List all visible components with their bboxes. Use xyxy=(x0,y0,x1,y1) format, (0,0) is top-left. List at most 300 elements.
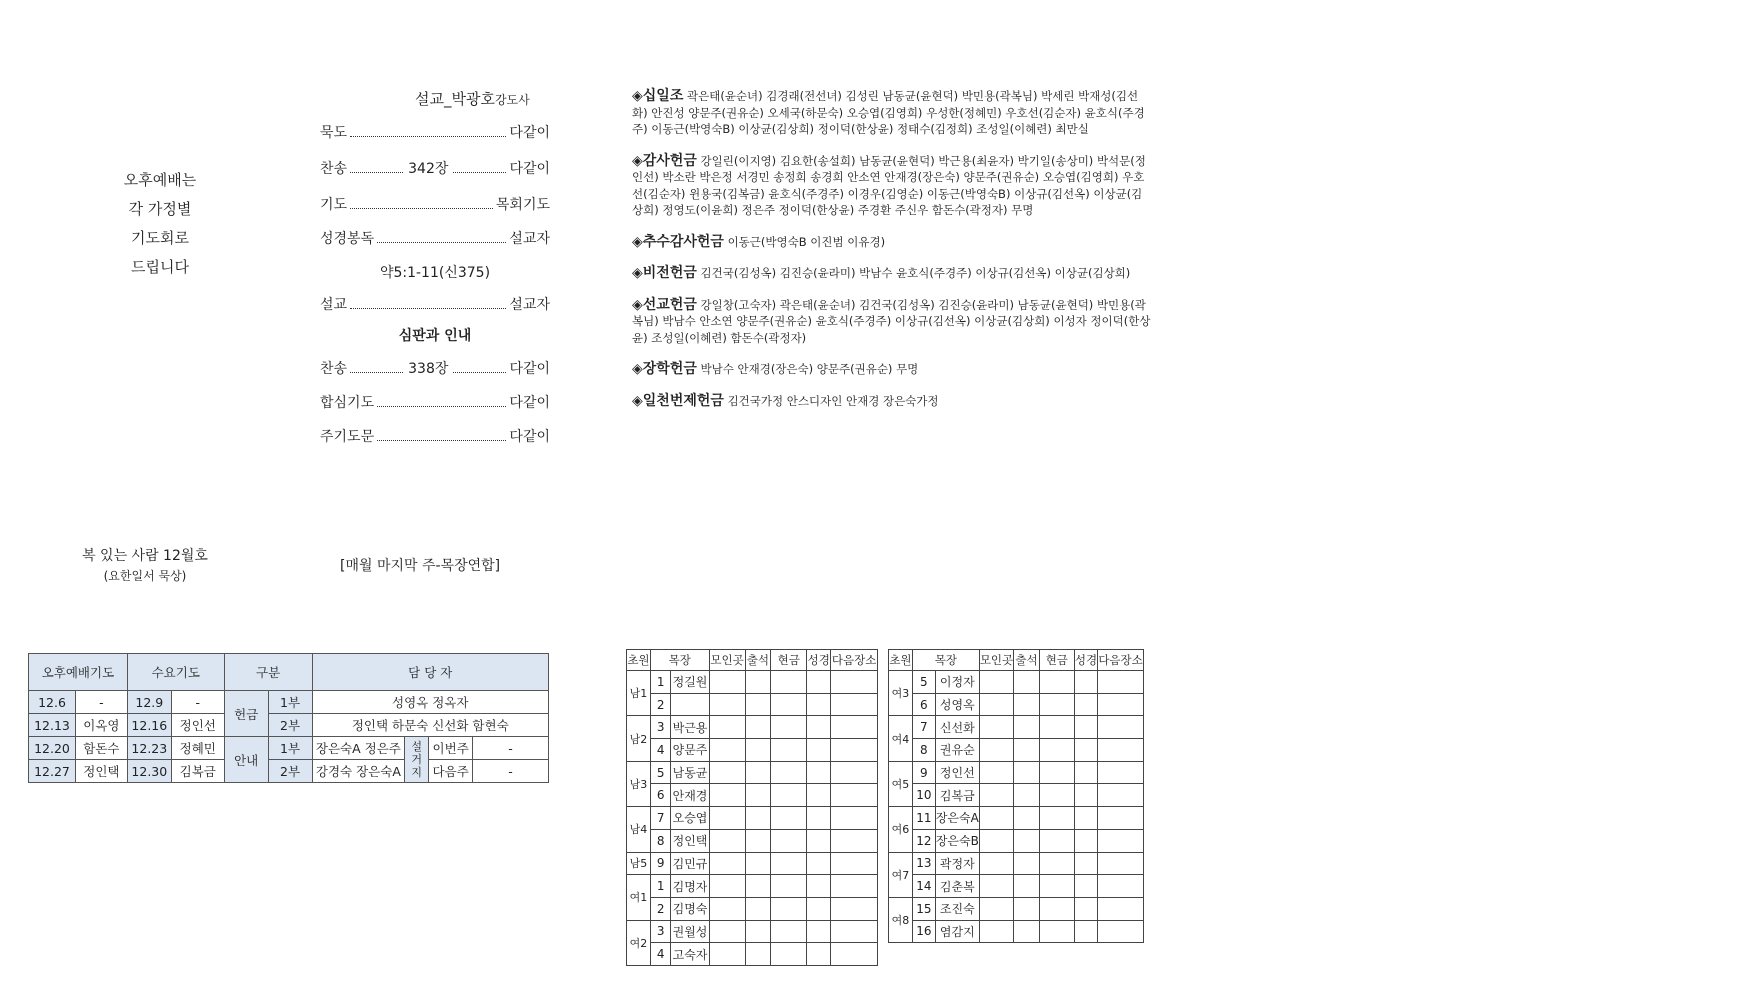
duty-part: 2부 xyxy=(268,714,312,737)
attendance-cell[interactable] xyxy=(807,739,831,762)
attendance-leader: 오승엽 xyxy=(671,807,709,830)
attendance-group: 남5 xyxy=(627,852,651,875)
offering-names: 곽은태(윤순녀) 김경래(전선녀) 김성린 남동균(윤현덕) 박민용(곽복님) 박세린 박재성(김선화) 안진성 양문주(권유순) 오세국(하문숙) 오승엽(김영희) 우성한(정혜민) 우호선(김순자) 윤호식(주경주) 이동근(박영숙B) 이상균(김상희) 정이덕(한상윤) 정태수(김정희) 조성일(이혜련) 최만실 xyxy=(632,89,1145,136)
attendance-leader: 김춘복 xyxy=(935,875,979,898)
attendance-row xyxy=(627,852,878,875)
attendance-cell[interactable] xyxy=(1074,829,1097,852)
attendance-cell[interactable] xyxy=(1014,739,1040,762)
order-leader: 다같이 xyxy=(509,361,551,377)
attendance-cell[interactable] xyxy=(1014,671,1040,694)
order-item xyxy=(320,358,550,378)
scripture-reference: 약5:1-11(신375) xyxy=(379,265,491,281)
attendance-cell[interactable] xyxy=(1074,671,1097,694)
duty-assignee: 정인택 하문숙 신선화 함현숙 xyxy=(312,714,549,737)
order-leader: 다같이 xyxy=(509,161,551,177)
attendance-cell[interactable] xyxy=(1098,875,1144,898)
attendance-cell[interactable] xyxy=(807,852,831,875)
attendance-leader: 이정자 xyxy=(935,671,979,694)
attendance-cell[interactable] xyxy=(745,739,771,762)
attendance-number: 8 xyxy=(650,829,671,852)
attendance-row xyxy=(889,671,1144,694)
attendance-cell[interactable] xyxy=(1074,761,1097,784)
attendance-leader: 정인선 xyxy=(935,761,979,784)
attendance-cell[interactable] xyxy=(1039,671,1074,694)
order-item xyxy=(320,294,550,314)
attendance-cell[interactable] xyxy=(1074,807,1097,830)
attendance-cell[interactable] xyxy=(1098,897,1144,920)
attendance-group: 여7 xyxy=(889,852,913,897)
order-label: 찬송 xyxy=(320,361,348,377)
attendance-row xyxy=(627,920,878,943)
duty-date: 12.20 xyxy=(29,737,76,760)
attendance-cell[interactable] xyxy=(745,761,771,784)
attendance-cell[interactable] xyxy=(807,716,831,739)
duty-header: 구분 xyxy=(224,654,312,691)
afternoon-note-line: 오후예배는 xyxy=(123,171,197,189)
attendance-cell[interactable] xyxy=(1014,784,1040,807)
attendance-number: 2 xyxy=(650,897,671,920)
attendance-number: 9 xyxy=(650,852,671,875)
attendance-cell[interactable] xyxy=(771,943,807,966)
monthly-title: 복 있는 사람 12월호 xyxy=(82,548,208,564)
attendance-cell[interactable] xyxy=(1098,920,1144,943)
attendance-cell[interactable] xyxy=(709,716,745,739)
attendance-cell[interactable] xyxy=(831,807,878,830)
attendance-cell[interactable] xyxy=(807,829,831,852)
attendance-row xyxy=(889,829,1144,852)
duty-date: 12.27 xyxy=(29,760,76,783)
attendance-cell[interactable] xyxy=(709,920,745,943)
attendance-number: 5 xyxy=(650,761,671,784)
attendance-cell[interactable] xyxy=(709,761,745,784)
attendance-cell[interactable] xyxy=(831,897,878,920)
duty-person: 김복금 xyxy=(171,760,224,783)
attendance-number: 3 xyxy=(650,716,671,739)
attendance-cell[interactable] xyxy=(1014,693,1040,716)
attendance-cell[interactable] xyxy=(1074,875,1097,898)
order-item xyxy=(320,158,550,178)
attendance-row xyxy=(889,875,1144,898)
order-label: 주기도문 xyxy=(320,429,375,445)
attendance-cell[interactable] xyxy=(1014,897,1040,920)
attendance-cell[interactable] xyxy=(745,943,771,966)
attendance-leader: 조진숙 xyxy=(935,897,979,920)
attendance-cell[interactable] xyxy=(807,943,831,966)
attendance-header: 목장 xyxy=(912,650,979,671)
attendance-cell[interactable] xyxy=(1098,829,1144,852)
attendance-cell[interactable] xyxy=(1098,852,1144,875)
order-label: 설교 xyxy=(320,297,348,313)
attendance-cell[interactable] xyxy=(1014,852,1040,875)
attendance-cell[interactable] xyxy=(709,852,745,875)
attendance-header: 초원 xyxy=(889,650,913,671)
attendance-leader: 신선화 xyxy=(935,716,979,739)
attendance-group: 여5 xyxy=(889,761,913,806)
attendance-row xyxy=(627,761,878,784)
attendance-header: 목장 xyxy=(650,650,709,671)
attendance-cell[interactable] xyxy=(745,716,771,739)
attendance-cell[interactable] xyxy=(771,920,807,943)
attendance-cell[interactable] xyxy=(831,852,878,875)
attendance-number: 10 xyxy=(912,784,935,807)
order-label: 찬송 xyxy=(320,161,348,177)
attendance-cell[interactable] xyxy=(1074,784,1097,807)
attendance-group: 남1 xyxy=(627,671,651,716)
monthly-devotional xyxy=(60,546,230,586)
attendance-cell[interactable] xyxy=(979,807,1013,830)
attendance-cell[interactable] xyxy=(1039,852,1074,875)
duty-assignee: 장은숙A 정은주 xyxy=(312,737,405,760)
attendance-cell[interactable] xyxy=(979,829,1013,852)
attendance-number: 8 xyxy=(912,739,935,762)
attendance-cell[interactable] xyxy=(807,761,831,784)
attendance-cell[interactable] xyxy=(1098,671,1144,694)
attendance-cell[interactable] xyxy=(807,784,831,807)
attendance-group: 남2 xyxy=(627,716,651,761)
attendance-cell[interactable] xyxy=(1074,693,1097,716)
attendance-number: 11 xyxy=(912,807,935,830)
attendance-cell[interactable] xyxy=(745,807,771,830)
attendance-cell[interactable] xyxy=(831,671,878,694)
attendance-table-women xyxy=(888,649,1144,943)
attendance-cell[interactable] xyxy=(745,784,771,807)
attendance-leader: 정인택 xyxy=(671,829,709,852)
offering-block xyxy=(632,88,1152,138)
duty-date: 12.6 xyxy=(29,691,76,714)
duty-date: 12.16 xyxy=(127,714,171,737)
attendance-number: 6 xyxy=(650,784,671,807)
attendance-cell[interactable] xyxy=(807,807,831,830)
attendance-number: 12 xyxy=(912,829,935,852)
offering-names: 강일린(이지영) 김요한(송설희) 남동균(윤현덕) 박근용(최윤자) 박기일(송상미) 박석문(정인선) 박소란 박은정 서경민 송정희 송경희 안소연 안재경(장은숙) 양문주(권유순) 오승엽(김영희) 우호선(김순자) 윈용국(김복금) 윤호식(주경주) 이경우(김영순) 이동근(박영숙B) 이상규(김선옥) 이상균(김상희) 정영도(이윤희) 정은주 정이덕(한상윤) 주경환 주신우 함돈수(곽정자) 무명 xyxy=(632,153,1146,217)
attendance-cell[interactable] xyxy=(1074,716,1097,739)
attendance-cell[interactable] xyxy=(1039,739,1074,762)
attendance-number: 7 xyxy=(650,807,671,830)
attendance-cell[interactable] xyxy=(979,920,1013,943)
offering-names: 강일창(고숙자) 곽은태(윤순녀) 김건국(김성옥) 김진승(윤라미) 남동균(윤현덕) 박민용(곽복님) 박남수 안소연 양문주(권유순) 윤호식(주경주) 이상규(김선옥) 이상균(김상희) 이성자 정이덕(한상윤) 조성일(이혜련) 함돈수(곽정자) xyxy=(632,297,1151,345)
attendance-number: 14 xyxy=(912,875,935,898)
offerings-list xyxy=(632,88,1152,424)
duty-category: 안내 xyxy=(224,737,268,783)
attendance-cell[interactable] xyxy=(709,693,745,716)
attendance-cell[interactable] xyxy=(771,761,807,784)
attendance-cell[interactable] xyxy=(979,897,1013,920)
attendance-table-men xyxy=(626,649,878,966)
attendance-cell[interactable] xyxy=(831,875,878,898)
offering-heading: ◈추수감사헌금 xyxy=(632,233,724,250)
attendance-cell[interactable] xyxy=(831,739,878,762)
attendance-cell[interactable] xyxy=(771,693,807,716)
attendance-row xyxy=(627,693,878,716)
next-week-value: - xyxy=(473,760,549,783)
attendance-header: 성경 xyxy=(1074,650,1097,671)
attendance-cell[interactable] xyxy=(709,897,745,920)
attendance-header: 성경 xyxy=(807,650,831,671)
attendance-number: 9 xyxy=(912,761,935,784)
attendance-leader: 장은숙A xyxy=(935,807,979,830)
attendance-group: 여1 xyxy=(627,875,651,920)
attendance-header: 모인곳 xyxy=(709,650,745,671)
attendance-cell[interactable] xyxy=(979,784,1013,807)
duty-person: - xyxy=(75,691,127,714)
attendance-header: 출석 xyxy=(745,650,771,671)
offering-names: 박남수 안재경(장은숙) 양문주(권유순) 무명 xyxy=(700,362,919,376)
duty-date: 12.9 xyxy=(127,691,171,714)
duty-person: 함돈수 xyxy=(75,737,127,760)
attendance-cell[interactable] xyxy=(807,897,831,920)
attendance-cell[interactable] xyxy=(709,807,745,830)
duty-part: 1부 xyxy=(268,691,312,714)
attendance-cell[interactable] xyxy=(979,739,1013,762)
attendance-header: 다음장소 xyxy=(1098,650,1144,671)
monthly-subtitle: (요한일서 묵상) xyxy=(103,569,187,583)
offering-heading: ◈감사헌금 xyxy=(632,152,697,169)
attendance-cell[interactable] xyxy=(771,807,807,830)
attendance-cell[interactable] xyxy=(1014,920,1040,943)
attendance-cell[interactable] xyxy=(1074,739,1097,762)
attendance-row xyxy=(889,920,1144,943)
order-leader: 다같이 xyxy=(509,429,550,445)
attendance-cell[interactable] xyxy=(771,829,807,852)
offering-block xyxy=(632,265,1152,282)
attendance-cell[interactable] xyxy=(1039,897,1074,920)
this-week-value: - xyxy=(473,737,549,760)
offering-block xyxy=(632,361,1152,378)
attendance-row xyxy=(627,807,878,830)
attendance-cell[interactable] xyxy=(807,693,831,716)
duty-table xyxy=(28,653,549,783)
attendance-cell[interactable] xyxy=(1098,716,1144,739)
attendance-cell[interactable] xyxy=(831,920,878,943)
attendance-cell[interactable] xyxy=(1039,875,1074,898)
order-item xyxy=(320,122,550,142)
attendance-cell[interactable] xyxy=(1098,693,1144,716)
attendance-cell[interactable] xyxy=(709,875,745,898)
preacher xyxy=(415,88,530,109)
attendance-leader: 김명자 xyxy=(671,875,709,898)
attendance-cell[interactable] xyxy=(709,784,745,807)
attendance-leader: 성영옥 xyxy=(935,693,979,716)
attendance-header: 다음장소 xyxy=(831,650,878,671)
attendance-header: 초원 xyxy=(627,650,651,671)
attendance-group: 여6 xyxy=(889,807,913,852)
attendance-header: 모인곳 xyxy=(979,650,1013,671)
attendance-leader: 염감지 xyxy=(935,920,979,943)
attendance-cell[interactable] xyxy=(1074,852,1097,875)
attendance-row xyxy=(889,693,1144,716)
attendance-row xyxy=(889,784,1144,807)
duty-header: 수요기도 xyxy=(127,654,224,691)
attendance-cell[interactable] xyxy=(979,875,1013,898)
duty-person: - xyxy=(171,691,224,714)
attendance-group: 여2 xyxy=(627,920,651,965)
attendance-cell[interactable] xyxy=(1098,739,1144,762)
attendance-cell[interactable] xyxy=(1039,920,1074,943)
attendance-cell[interactable] xyxy=(1014,716,1040,739)
attendance-header: 현금 xyxy=(1039,650,1074,671)
attendance-cell[interactable] xyxy=(1014,829,1040,852)
attendance-cell[interactable] xyxy=(771,716,807,739)
attendance-cell[interactable] xyxy=(1014,875,1040,898)
order-leader: 다같이 xyxy=(509,395,550,411)
attendance-cell[interactable] xyxy=(709,943,745,966)
offering-heading: ◈장학헌금 xyxy=(632,361,697,377)
monthly-gathering-note: [매월 마지막 주-목장연합] xyxy=(340,558,501,574)
offering-names: 이동근(박영숙B 이진범 이유경) xyxy=(727,234,886,249)
duty-person: 정혜민 xyxy=(171,737,224,760)
attendance-header: 현금 xyxy=(771,650,807,671)
order-leader: 설교자 xyxy=(509,231,550,247)
offering-heading: ◈선교헌금 xyxy=(632,296,697,313)
duty-header: 오후예배기도 xyxy=(29,654,128,691)
attendance-cell[interactable] xyxy=(1039,829,1074,852)
attendance-cell[interactable] xyxy=(1039,693,1074,716)
sermon-title: 심판과 인내 xyxy=(398,328,472,344)
attendance-cell[interactable] xyxy=(831,716,878,739)
attendance-cell[interactable] xyxy=(831,761,878,784)
duty-person: 이옥영 xyxy=(75,714,127,737)
attendance-cell[interactable] xyxy=(709,671,745,694)
attendance-group: 여3 xyxy=(889,671,913,716)
attendance-group: 여4 xyxy=(889,716,913,761)
attendance-number: 6 xyxy=(912,693,935,716)
next-week-label: 다음주 xyxy=(429,760,473,783)
attendance-cell[interactable] xyxy=(771,784,807,807)
afternoon-note-line: 각 가정별 xyxy=(128,200,192,218)
offering-block xyxy=(632,153,1152,219)
offering-block xyxy=(632,234,1152,251)
offering-names: 김건국가정 안스디자인 안재경 장은숙가정 xyxy=(727,393,939,408)
attendance-cell[interactable] xyxy=(709,739,745,762)
attendance-leader: 안재경 xyxy=(671,784,709,807)
attendance-row xyxy=(889,739,1144,762)
attendance-group: 남3 xyxy=(627,761,651,806)
attendance-cell[interactable] xyxy=(1074,897,1097,920)
attendance-cell[interactable] xyxy=(771,671,807,694)
attendance-header: 출석 xyxy=(1014,650,1040,671)
preacher-name: 설교_박광호 xyxy=(415,90,495,108)
afternoon-note-line: 기도회로 xyxy=(131,229,189,247)
attendance-number: 7 xyxy=(912,716,935,739)
attendance-leader: 정길원 xyxy=(671,671,709,694)
duty-person: 정인선 xyxy=(171,714,224,737)
attendance-cell[interactable] xyxy=(745,693,771,716)
attendance-number: 4 xyxy=(650,739,671,762)
attendance-cell[interactable] xyxy=(1039,716,1074,739)
order-leader: 목회기도 xyxy=(495,197,550,213)
attendance-cell[interactable] xyxy=(1039,807,1074,830)
attendance-cell[interactable] xyxy=(979,693,1013,716)
attendance-cell[interactable] xyxy=(1014,761,1040,784)
attendance-row xyxy=(627,739,878,762)
attendance-cell[interactable] xyxy=(745,897,771,920)
attendance-cell[interactable] xyxy=(771,897,807,920)
attendance-row xyxy=(889,716,1144,739)
attendance-leader: 양문주 xyxy=(671,739,709,762)
duty-part: 2부 xyxy=(268,760,312,783)
attendance-cell[interactable] xyxy=(745,920,771,943)
hymn-number: 338장 xyxy=(408,361,449,377)
attendance-cell[interactable] xyxy=(831,829,878,852)
attendance-cell[interactable] xyxy=(745,852,771,875)
attendance-number: 1 xyxy=(650,875,671,898)
afternoon-note-line: 드립니다 xyxy=(131,258,189,276)
duty-assignee: 성영옥 정옥자 xyxy=(312,691,549,714)
attendance-row xyxy=(889,761,1144,784)
duty-assignee: 강경숙 장은숙A xyxy=(312,760,405,783)
attendance-group: 남4 xyxy=(627,807,651,852)
attendance-cell[interactable] xyxy=(1098,784,1144,807)
preacher-title: 강도사 xyxy=(494,93,530,107)
order-label: 묵도 xyxy=(320,125,348,141)
attendance-cell[interactable] xyxy=(1039,784,1074,807)
attendance-cell[interactable] xyxy=(979,716,1013,739)
attendance-cell[interactable] xyxy=(771,875,807,898)
dishwashing-label: 설 거 지 xyxy=(405,737,429,783)
offering-heading: ◈십일조 xyxy=(632,88,684,104)
duty-date: 12.30 xyxy=(127,760,171,783)
attendance-leader: 김복금 xyxy=(935,784,979,807)
attendance-cell[interactable] xyxy=(1098,761,1144,784)
order-item xyxy=(320,194,550,214)
duty-header: 담 당 자 xyxy=(312,654,549,691)
attendance-row xyxy=(627,875,878,898)
attendance-row xyxy=(889,897,1144,920)
attendance-cell[interactable] xyxy=(807,875,831,898)
attendance-cell[interactable] xyxy=(979,852,1013,875)
attendance-cell[interactable] xyxy=(771,739,807,762)
order-item xyxy=(320,228,550,248)
attendance-number: 5 xyxy=(912,671,935,694)
attendance-cell[interactable] xyxy=(807,920,831,943)
attendance-cell[interactable] xyxy=(831,693,878,716)
attendance-cell[interactable] xyxy=(979,761,1013,784)
attendance-cell[interactable] xyxy=(1014,807,1040,830)
order-label: 기도 xyxy=(320,197,348,213)
attendance-cell[interactable] xyxy=(831,943,878,966)
hymn-number: 342장 xyxy=(408,161,449,177)
attendance-cell[interactable] xyxy=(979,671,1013,694)
attendance-cell[interactable] xyxy=(709,829,745,852)
attendance-cell[interactable] xyxy=(807,671,831,694)
afternoon-note xyxy=(90,166,230,282)
attendance-cell[interactable] xyxy=(831,784,878,807)
attendance-cell[interactable] xyxy=(1074,920,1097,943)
attendance-leader: 장은숙B xyxy=(935,829,979,852)
attendance-cell[interactable] xyxy=(771,852,807,875)
attendance-leader: 고숙자 xyxy=(671,943,709,966)
attendance-number: 2 xyxy=(650,693,671,716)
order-label: 성경봉독 xyxy=(320,231,375,247)
attendance-row xyxy=(627,829,878,852)
order-leader: 설교자 xyxy=(509,297,550,313)
attendance-leader: 권월성 xyxy=(671,920,709,943)
offering-block xyxy=(632,297,1152,347)
attendance-number: 4 xyxy=(650,943,671,966)
attendance-cell[interactable] xyxy=(745,829,771,852)
attendance-cell[interactable] xyxy=(745,875,771,898)
attendance-cell[interactable] xyxy=(1098,807,1144,830)
attendance-cell[interactable] xyxy=(745,671,771,694)
attendance-number: 13 xyxy=(912,852,935,875)
attendance-row xyxy=(627,716,878,739)
order-label: 합심기도 xyxy=(320,395,375,411)
attendance-cell[interactable] xyxy=(1039,761,1074,784)
attendance-number: 3 xyxy=(650,920,671,943)
attendance-row xyxy=(889,852,1144,875)
this-week-label: 이번주 xyxy=(429,737,473,760)
duty-date: 12.13 xyxy=(29,714,76,737)
